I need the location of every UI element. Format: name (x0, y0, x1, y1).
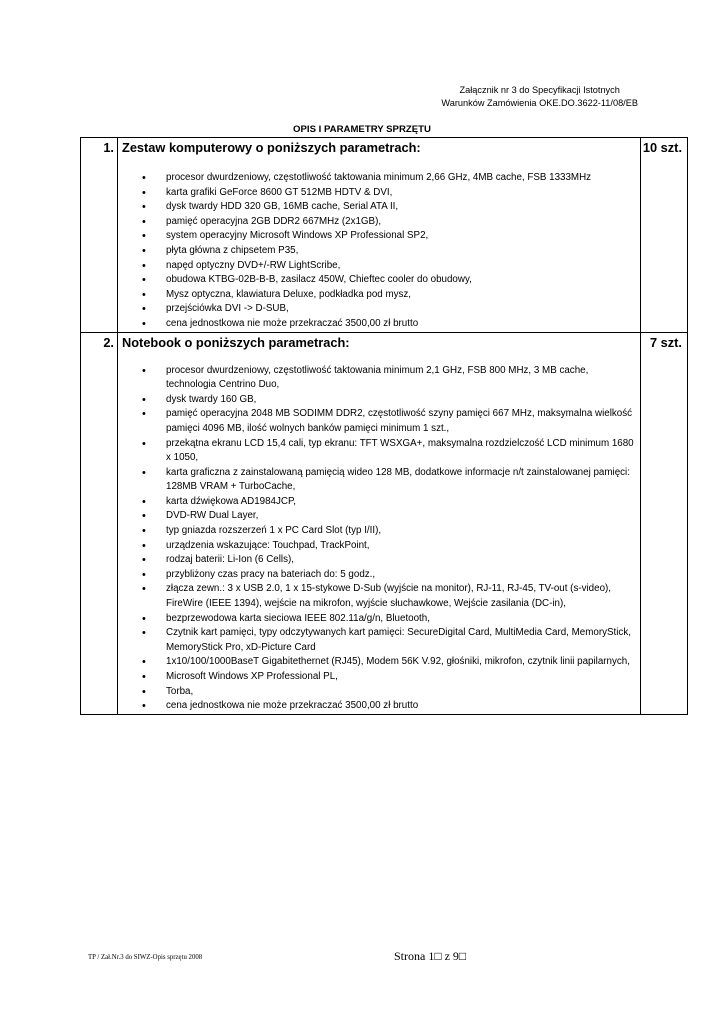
section-quantity: 10 szt. (641, 138, 688, 333)
list-item: • pamięć operacyjna 2GB DDR2 667MHz (2x1GB), (122, 215, 640, 230)
list-item: • karta graficzna z zainstalowaną pamięcią wideo 128 MB, dodatkowe informacje n/t zainstalowanej pamięci: 128MB VRAM + TurboCache, (122, 466, 640, 495)
list-item: • dysk twardy HDD 320 GB, 16MB cache, Serial ATA II, (122, 200, 640, 215)
list-item: • urządzenia wskazujące: Touchpad, TrackPoint, (122, 539, 640, 554)
parameter-list (122, 364, 640, 714)
list-item: • procesor dwurdzeniowy, częstotliwość taktowania minimum 2,66 GHz, 4MB cache, FSB 1333MHz (122, 171, 640, 186)
parameter-list (122, 171, 640, 332)
list-item: • Microsoft Windows XP Professional PL, (122, 670, 640, 685)
list-item: • cena jednostkowa nie może przekraczać 3500,00 zł brutto (122, 317, 640, 332)
section-row-2 (81, 332, 688, 714)
section-heading: Zestaw komputerowy o poniższych parametrach: (122, 140, 421, 155)
list-item: • DVD-RW Dual Layer, (122, 509, 640, 524)
list-item: • przejściówka DVI -> D-SUB, (122, 302, 640, 317)
section-number: 1. (81, 138, 118, 333)
section-number: 2. (81, 332, 118, 714)
list-item: • Czytnik kart pamięci, typy odczytywanych kart pamięci: SecureDigital Card, MultiMedia Card, MemoryStick, MemoryStick Pro, xD-Picture Card (122, 626, 640, 655)
attachment-note-line2: Warunków Zamówienia OKE.DO.3622-11/08/EB (441, 97, 638, 108)
attachment-note (441, 84, 638, 109)
list-item: • przybliżony czas pracy na bateriach do: 5 godz., (122, 568, 640, 583)
list-item: • płyta główna z chipsetem P35, (122, 244, 640, 259)
document-title: OPIS I PARAMETRY SPRZĘTU (293, 124, 431, 135)
list-item: • rodzaj baterii: Li-Ion (6 Cells), (122, 553, 640, 568)
list-item: • typ gniazda rozszerzeń 1 x PC Card Slot (typ I/II), (122, 524, 640, 539)
section-description (118, 332, 641, 714)
footer-page-number: Strona 1□ z 9□ (394, 949, 467, 963)
specification-table (80, 137, 688, 715)
section-description (118, 138, 641, 333)
footer-document-ref: TP / Zał.Nr.3 do SIWZ-Opis sprzętu 2008 (88, 954, 203, 961)
list-item: • złącza zewn.: 3 x USB 2.0, 1 x 15-stykowe D-Sub (wyjście na monitor), RJ-11, RJ-45, TV-out (s-video), FireWire (IEEE 1394), wejście na mikrofon, wyjście słuchawkowe, Wejście zasilania (DC-in), (122, 582, 640, 611)
list-item: • napęd optyczny DVD+/-RW LightScribe, (122, 259, 640, 274)
section-heading: Notebook o poniższych parametrach: (122, 334, 350, 350)
list-item: • przekątna ekranu LCD 15,4 cali, typ ekranu: TFT WSXGA+, maksymalna rozdzielczość LCD minimum 1680 x 1050, (122, 437, 640, 466)
list-item: • pamięć operacyjna 2048 MB SODIMM DDR2, częstotliwość szyny pamięci 667 MHz, maksymalna wielkość pamięci 4096 MB, ilość wolnych banków pamięci minimum 1 szt., (122, 407, 640, 436)
attachment-note-line1: Załącznik nr 3 do Specyfikacji Istotnych (459, 85, 620, 95)
section-quantity: 7 szt. (641, 332, 688, 714)
list-item: • obudowa KTBG-02B-B-B, zasilacz 450W, Chieftec cooler do obudowy, (122, 273, 640, 288)
section-row-1 (81, 138, 688, 333)
list-item: • karta dźwiękowa AD1984JCP, (122, 495, 640, 510)
list-item: • bezprzewodowa karta sieciowa IEEE 802.11a/g/n, Bluetooth, (122, 612, 640, 627)
list-item: • 1x10/100/1000BaseT Gigabitethernet (RJ45), Modem 56K V.92, głośniki, mikrofon, czytnik linii papilarnych, (122, 655, 640, 670)
list-item: • karta grafiki GeForce 8600 GT 512MB HDTV & DVI, (122, 186, 640, 201)
list-item: • system operacyjny Microsoft Windows XP Professional SP2, (122, 229, 640, 244)
list-item: • procesor dwurdzeniowy, częstotliwość taktowania minimum 2,1 GHz, FSB 800 MHz, 3 MB cache, technologia Centrino Duo, (122, 364, 640, 393)
list-item: • Mysz optyczna, klawiatura Deluxe, podkładka pod mysz, (122, 288, 640, 303)
list-item: • Torba, (122, 685, 640, 700)
list-item: • dysk twardy 160 GB, (122, 393, 640, 408)
list-item: • cena jednostkowa nie może przekraczać 3500,00 zł brutto (122, 699, 640, 714)
